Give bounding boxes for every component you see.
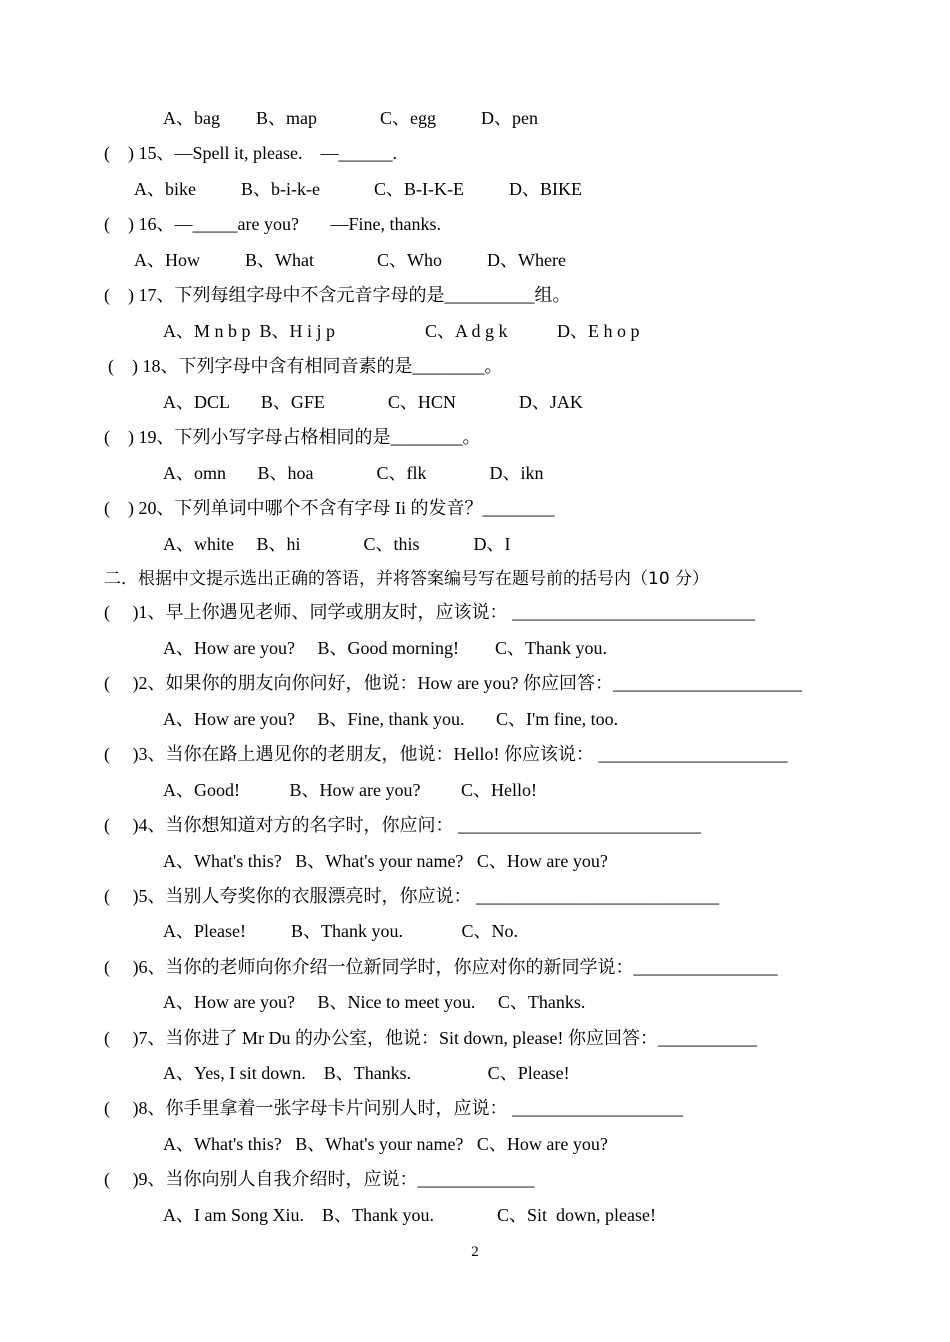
q20-question: ( ) 20、下列单词中哪个不含有字母 Ii 的发音？________ bbox=[104, 498, 555, 518]
s2-q1-options: A、How are you? B、Good morning! C、Thank you. bbox=[163, 638, 607, 658]
q16-question: ( ) 16、—_____are you? —Fine, thanks. bbox=[104, 214, 441, 234]
s2-q1-question: ( )1、早上你遇见老师、同学或朋友时，应该说： ___________________________ bbox=[104, 602, 755, 622]
q16-options: A、How B、What C、Who D、Where bbox=[134, 250, 566, 270]
s2-q5-options: A、Please! B、Thank you. C、No. bbox=[163, 921, 518, 941]
s2-q4-options: A、What's this? B、What's your name? C、How are you? bbox=[163, 851, 608, 871]
s2-q8-question: ( )8、你手里拿着一张字母卡片问别人时，应说： ___________________ bbox=[104, 1098, 683, 1118]
s2-q3-question: ( )3、当你在路上遇见你的老朋友，他说：Hello! 你应该说： _____________________ bbox=[104, 744, 788, 764]
q18-question: ( ) 18、下列字母中含有相同音素的是________。 bbox=[108, 356, 503, 376]
s2-q6-options: A、How are you? B、Nice to meet you. C、Thanks. bbox=[163, 992, 586, 1012]
s2-q4-question: ( )4、当你想知道对方的名字时，你应问： ___________________________ bbox=[104, 815, 701, 835]
page-number: 2 bbox=[471, 1244, 479, 1260]
q14-options: A、bag B、map C、egg D、pen bbox=[163, 108, 538, 128]
s2-q9-options: A、I am Song Xiu. B、Thank you. C、Sit down, please! bbox=[163, 1205, 656, 1225]
q19-question: ( ) 19、下列小写字母占格相同的是________。 bbox=[104, 427, 481, 447]
q15-question: ( ) 15、—Spell it, please. —______. bbox=[104, 143, 397, 163]
s2-q6-question: ( )6、当你的老师向你介绍一位新同学时，你应对你的新同学说：________________ bbox=[104, 957, 778, 977]
s2-q9-question: ( )9、当你向别人自我介绍时，应说：_____________ bbox=[104, 1169, 535, 1189]
section-two-heading: 二．根据中文提示选出正确的答语，并将答案编号写在题号前的括号内（10 分） bbox=[104, 569, 710, 589]
q19-options: A、omn B、hoa C、flk D、ikn bbox=[163, 463, 544, 483]
q15-options: A、bike B、b-i-k-e C、B-I-K-E D、BIKE bbox=[134, 179, 582, 199]
s2-q7-question: ( )7、当你进了 Mr Du 的办公室，他说：Sit down, please! 你应回答：___________ bbox=[104, 1028, 757, 1048]
s2-q8-options: A、What's this? B、What's your name? C、How are you? bbox=[163, 1134, 608, 1154]
q20-options: A、white B、hi C、this D、I bbox=[163, 534, 511, 554]
s2-q2-question: ( )2、如果你的朋友向你问好，他说：How are you? 你应回答：_____________________ bbox=[104, 673, 802, 693]
s2-q5-question: ( )5、当别人夸奖你的衣服漂亮时，你应说： ___________________________ bbox=[104, 886, 719, 906]
q18-options: A、DCL B、GFE C、HCN D、JAK bbox=[163, 392, 583, 412]
q17-options: A、M n b p B、H i j p C、A d g k D、E h o p bbox=[163, 321, 640, 341]
s2-q3-options: A、Good! B、How are you? C、Hello! bbox=[163, 780, 537, 800]
s2-q2-options: A、How are you? B、Fine, thank you. C、I'm fine, too. bbox=[163, 709, 619, 729]
s2-q7-options: A、Yes, I sit down. B、Thanks. C、Please! bbox=[163, 1063, 570, 1083]
q17-question: ( ) 17、下列每组字母中不含元音字母的是__________组。 bbox=[104, 285, 571, 305]
